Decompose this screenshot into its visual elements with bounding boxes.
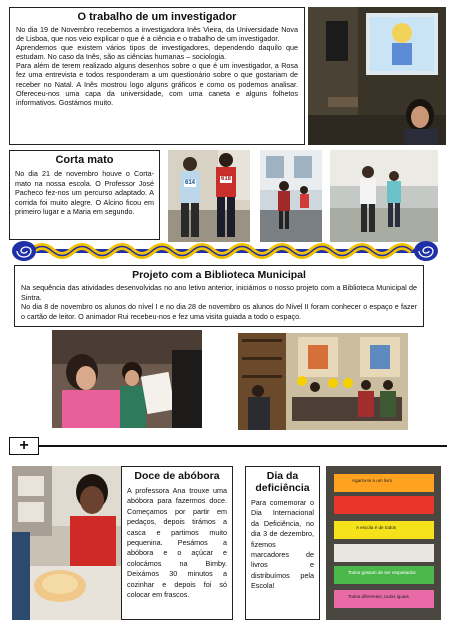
corta-mato-photo-finish: [330, 150, 438, 242]
doce-text: A professora Ana trouxe uma abóbora para fazermos doce. Começamos por partir em pedaços, depois tirámos a casca e partimos muito pequenina. Pesámos a abóbora e o açúcar e colocámos na Bimby. Deixámos 30 minutos a cozinhar e depois foi só colocar em frascos.: [127, 486, 227, 600]
corta-mato-box: [9, 150, 160, 240]
plus-badge: [9, 437, 39, 455]
bookmark-text: A escola é de todos: [356, 525, 397, 530]
investigador-text: [16, 25, 298, 107]
decorative-ribbon-divider: [12, 240, 438, 262]
deficiencia-text: Para comemorar o Dia Internacional da Deficiência, no dia 3 de dezembro, fizemos marcadores de livros e distribuímos pela Escola!: [251, 498, 314, 591]
corta-mato-text: No dia 21 de novembro houve o Corta-mato na nossa escola. O Professor José Pacheco fez-nos um percurso adaptado. A corrida foi muito alegre. O Alcino ficou em primeiro lugar e a Maria em segundo.: [15, 169, 154, 217]
corta-mato-title: Corta mato: [55, 154, 114, 166]
bookmark-strip: [334, 566, 434, 584]
corta-mato-photo-race: [260, 150, 322, 242]
investigador-title: O trabalho de um investigador: [77, 11, 237, 23]
investigador-photo: [308, 7, 446, 145]
corta-mato-photo-podium: [168, 150, 250, 242]
biblioteca-paragraph: Na sequência das atividades desenvolvidas no ano letivo anterior, iniciámos o nosso projeto com a Biblioteca Municipal de Sintra.: [21, 283, 417, 302]
runner-bib-number: 614: [184, 180, 195, 186]
bookmark-text: Agarra-te a um livro: [352, 478, 393, 483]
runner-bib-number: 618: [220, 176, 231, 182]
biblioteca-photo-group: [238, 333, 408, 430]
bookmark-strip: [334, 496, 434, 514]
doce-box: [121, 466, 233, 620]
biblioteca-photo-reading: [52, 330, 202, 428]
bookmarks-photo: [326, 466, 441, 620]
investigador-box: [9, 7, 305, 145]
plus-icon: +: [19, 437, 29, 454]
deficiencia-title-line: deficiência: [255, 482, 310, 494]
doce-title: Doce de abóbora: [134, 470, 220, 482]
bookmark-text: Todos gostam de ser respeitados: [348, 570, 416, 575]
plus-section-divider: [9, 445, 447, 447]
biblioteca-title: Projeto com a Biblioteca Municipal: [132, 269, 306, 281]
investigador-paragraph: No dia 19 de Novembro recebemos a investigadora Inês Vieira, da Universidade Nova de Lisboa, que nos veio explicar o que é a ciência e o trabalho de um investigador.: [16, 25, 298, 44]
deficiencia-title-line: Dia da: [266, 470, 299, 482]
biblioteca-text: [21, 283, 417, 321]
deficiencia-box: [245, 466, 320, 620]
doce-photo: [12, 466, 122, 620]
investigador-paragraph: Para além de terem realizado alguns desenhos sobre o que é um investigador, a Rosa fez uma entrevista e todos responderam a um questionário sobre o que gostariam de receber no Natal. A Inês mostrou logo alguns gráficos e como os podemos analisar. Ofereceu-nos uma capa da universidade, com uma caneta e alguns folhetos informativos. Gostámos muito.: [16, 61, 298, 107]
bookmark-strip: [334, 544, 434, 562]
bookmark-text: Todos diferentes, todos iguais: [348, 594, 409, 599]
bookmark-strip: [334, 590, 434, 608]
deficiencia-title: [251, 470, 314, 494]
biblioteca-paragraph: No dia 8 de novembro os alunos do nível I e no dia 28 de novembro os alunos do Nível II foram conhecer o espaço e fazer o cartão de leitor. O animador Rui recebeu-nos e fez uma visita guiada a todo o espaço.: [21, 302, 417, 321]
investigador-paragraph: Aprendemos que existem vários tipos de investigadores, dependendo daquilo que estudam. No caso da Inês, são as ciências humanas – sociologia.: [16, 43, 298, 62]
biblioteca-box: [14, 265, 424, 327]
bookmark-strip: [334, 474, 434, 492]
bookmark-strip: [334, 521, 434, 539]
